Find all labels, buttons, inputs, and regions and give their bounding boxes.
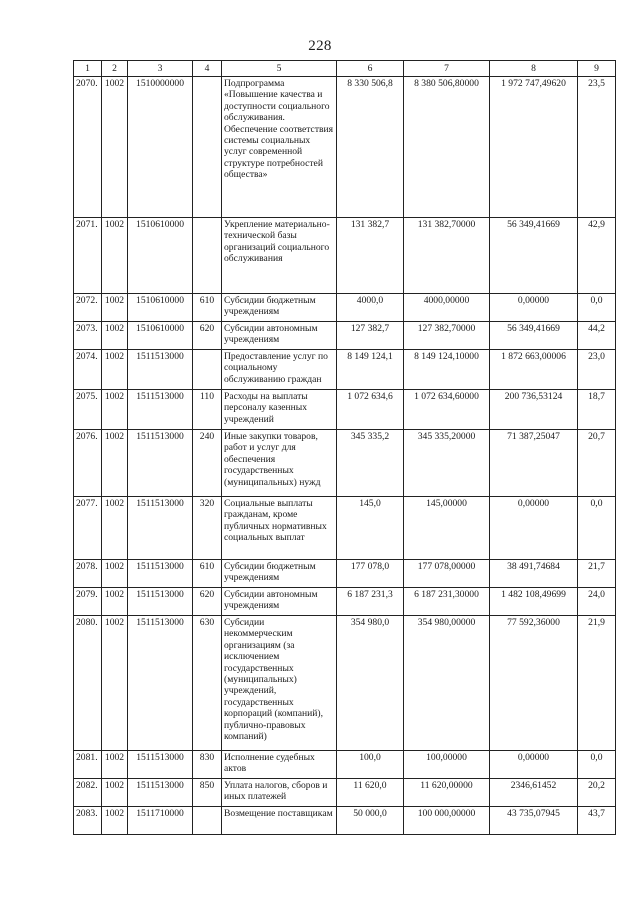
- approved-amount: 177 078,0: [337, 560, 404, 588]
- execution-percent: 0,0: [578, 751, 616, 779]
- approved-amount: 1 072 634,6: [337, 390, 404, 430]
- approved-amount: 100,0: [337, 751, 404, 779]
- expense-type-code: 620: [193, 322, 222, 350]
- table-row: [74, 390, 616, 430]
- section-code: 1002: [102, 350, 128, 390]
- expense-type-code: [193, 77, 222, 218]
- execution-percent: 21,7: [578, 560, 616, 588]
- section-code: 1002: [102, 588, 128, 616]
- item-name: Уплата налогов, сборов и иных платежей: [222, 779, 337, 807]
- approved-amount: 8 149 124,1: [337, 350, 404, 390]
- table-row: [74, 807, 616, 835]
- executed-amount: 2346,61452: [490, 779, 578, 807]
- planned-amount: 4000,00000: [404, 294, 490, 322]
- executed-amount: 200 736,53124: [490, 390, 578, 430]
- executed-amount: 38 491,74684: [490, 560, 578, 588]
- table-row: [74, 218, 616, 294]
- item-name: Предоставление услуг по социальному обслуживанию граждан: [222, 350, 337, 390]
- executed-amount: 1 972 747,49620: [490, 77, 578, 218]
- target-article-code: 1511513000: [128, 616, 193, 751]
- target-article-code: 1510000000: [128, 77, 193, 218]
- col-header-2: 2: [102, 61, 128, 77]
- planned-amount: 354 980,00000: [404, 616, 490, 751]
- expense-type-code: 610: [193, 294, 222, 322]
- target-article-code: 1510610000: [128, 294, 193, 322]
- target-article-code: 1511513000: [128, 390, 193, 430]
- section-code: 1002: [102, 779, 128, 807]
- target-article-code: 1511513000: [128, 350, 193, 390]
- row-number: 2083.: [74, 807, 102, 835]
- table-row: [74, 430, 616, 497]
- table-row: [74, 497, 616, 560]
- planned-amount: 127 382,70000: [404, 322, 490, 350]
- item-name: Субсидии бюджетным учреждениям: [222, 560, 337, 588]
- col-header-9: 9: [578, 61, 616, 77]
- executed-amount: 56 349,41669: [490, 322, 578, 350]
- col-header-8: 8: [490, 61, 578, 77]
- execution-percent: 18,7: [578, 390, 616, 430]
- execution-percent: 0,0: [578, 294, 616, 322]
- target-article-code: 1510610000: [128, 218, 193, 294]
- row-number: 2079.: [74, 588, 102, 616]
- executed-amount: 1 482 108,49699: [490, 588, 578, 616]
- execution-percent: 0,0: [578, 497, 616, 560]
- row-number: 2082.: [74, 779, 102, 807]
- section-code: 1002: [102, 560, 128, 588]
- planned-amount: 345 335,20000: [404, 430, 490, 497]
- expense-type-code: [193, 350, 222, 390]
- planned-amount: 1 072 634,60000: [404, 390, 490, 430]
- row-number: 2080.: [74, 616, 102, 751]
- expense-type-code: 110: [193, 390, 222, 430]
- item-name: Возмещение поставщикам: [222, 807, 337, 835]
- item-name: Исполнение судебных актов: [222, 751, 337, 779]
- approved-amount: 145,0: [337, 497, 404, 560]
- row-number: 2077.: [74, 497, 102, 560]
- expense-type-code: 240: [193, 430, 222, 497]
- section-code: 1002: [102, 294, 128, 322]
- item-name: Укрепление материально-технической базы организаций социального обслуживания: [222, 218, 337, 294]
- item-name: Субсидии некоммерческим организациям (за исключением государственных (муниципальных) учреждений, государственных корпораций (компаний), публично-правовых компаний): [222, 616, 337, 751]
- section-code: 1002: [102, 218, 128, 294]
- row-number: 2081.: [74, 751, 102, 779]
- section-code: 1002: [102, 322, 128, 350]
- table-row: [74, 751, 616, 779]
- target-article-code: 1511513000: [128, 430, 193, 497]
- planned-amount: 177 078,00000: [404, 560, 490, 588]
- expense-type-code: 830: [193, 751, 222, 779]
- executed-amount: 56 349,41669: [490, 218, 578, 294]
- approved-amount: 131 382,7: [337, 218, 404, 294]
- execution-percent: 44,2: [578, 322, 616, 350]
- item-name: Расходы на выплаты персоналу казенных учреждений: [222, 390, 337, 430]
- row-number: 2071.: [74, 218, 102, 294]
- section-code: 1002: [102, 77, 128, 218]
- col-header-7: 7: [404, 61, 490, 77]
- target-article-code: 1511513000: [128, 497, 193, 560]
- approved-amount: 11 620,0: [337, 779, 404, 807]
- execution-percent: 20,7: [578, 430, 616, 497]
- table-row: [74, 616, 616, 751]
- header-row: [74, 61, 616, 77]
- item-name: Иные закупки товаров, работ и услуг для обеспечения государственных (муниципальных) нужд: [222, 430, 337, 497]
- col-header-1: 1: [74, 61, 102, 77]
- execution-percent: 42,9: [578, 218, 616, 294]
- execution-percent: 20,2: [578, 779, 616, 807]
- section-code: 1002: [102, 497, 128, 560]
- col-header-6: 6: [337, 61, 404, 77]
- target-article-code: 1511513000: [128, 588, 193, 616]
- item-name: Социальные выплаты гражданам, кроме публичных нормативных социальных выплат: [222, 497, 337, 560]
- expense-type-code: 850: [193, 779, 222, 807]
- col-header-3: 3: [128, 61, 193, 77]
- target-article-code: 1511710000: [128, 807, 193, 835]
- table-row: [74, 322, 616, 350]
- row-number: 2070.: [74, 77, 102, 218]
- item-name: Субсидии бюджетным учреждениям: [222, 294, 337, 322]
- target-article-code: 1511513000: [128, 560, 193, 588]
- page-number: 228: [308, 38, 332, 54]
- expense-type-code: 620: [193, 588, 222, 616]
- execution-percent: 43,7: [578, 807, 616, 835]
- expense-type-code: 630: [193, 616, 222, 751]
- target-article-code: 1510610000: [128, 322, 193, 350]
- table-body: [74, 77, 616, 835]
- executed-amount: 71 387,25047: [490, 430, 578, 497]
- planned-amount: 11 620,00000: [404, 779, 490, 807]
- row-number: 2076.: [74, 430, 102, 497]
- planned-amount: 100 000,00000: [404, 807, 490, 835]
- approved-amount: 4000,0: [337, 294, 404, 322]
- target-article-code: 1511513000: [128, 779, 193, 807]
- row-number: 2073.: [74, 322, 102, 350]
- approved-amount: 6 187 231,3: [337, 588, 404, 616]
- executed-amount: 0,00000: [490, 497, 578, 560]
- approved-amount: 8 330 506,8: [337, 77, 404, 218]
- approved-amount: 345 335,2: [337, 430, 404, 497]
- execution-percent: 24,0: [578, 588, 616, 616]
- planned-amount: 145,00000: [404, 497, 490, 560]
- executed-amount: 43 735,07945: [490, 807, 578, 835]
- table-row: [74, 779, 616, 807]
- item-name: Субсидии автономным учреждениям: [222, 588, 337, 616]
- col-header-4: 4: [193, 61, 222, 77]
- planned-amount: 131 382,70000: [404, 218, 490, 294]
- executed-amount: 1 872 663,00006: [490, 350, 578, 390]
- execution-percent: 23,5: [578, 77, 616, 218]
- execution-percent: 21,9: [578, 616, 616, 751]
- col-header-5: 5: [222, 61, 337, 77]
- target-article-code: 1511513000: [128, 751, 193, 779]
- section-code: 1002: [102, 751, 128, 779]
- expense-type-code: [193, 218, 222, 294]
- row-number: 2074.: [74, 350, 102, 390]
- approved-amount: 354 980,0: [337, 616, 404, 751]
- table-row: [74, 588, 616, 616]
- table-row: [74, 560, 616, 588]
- executed-amount: 77 592,36000: [490, 616, 578, 751]
- approved-amount: 127 382,7: [337, 322, 404, 350]
- section-code: 1002: [102, 616, 128, 751]
- approved-amount: 50 000,0: [337, 807, 404, 835]
- item-name: Подпрограмма «Повышение качества и доступности социального обслуживания. Обеспечение соответствия системы социальных услуг современной структуре потребностей общества»: [222, 77, 337, 218]
- item-name: Субсидии автономным учреждениям: [222, 322, 337, 350]
- row-number: 2078.: [74, 560, 102, 588]
- section-code: 1002: [102, 390, 128, 430]
- planned-amount: 100,00000: [404, 751, 490, 779]
- table-row: [74, 350, 616, 390]
- execution-percent: 23,0: [578, 350, 616, 390]
- planned-amount: 8 149 124,10000: [404, 350, 490, 390]
- planned-amount: 6 187 231,30000: [404, 588, 490, 616]
- row-number: 2075.: [74, 390, 102, 430]
- table-row: [74, 77, 616, 218]
- planned-amount: 8 380 506,80000: [404, 77, 490, 218]
- table-row: [74, 294, 616, 322]
- executed-amount: 0,00000: [490, 751, 578, 779]
- executed-amount: 0,00000: [490, 294, 578, 322]
- row-number: 2072.: [74, 294, 102, 322]
- expense-type-code: 320: [193, 497, 222, 560]
- expense-type-code: [193, 807, 222, 835]
- budget-table: [73, 60, 616, 835]
- section-code: 1002: [102, 430, 128, 497]
- section-code: 1002: [102, 807, 128, 835]
- expense-type-code: 610: [193, 560, 222, 588]
